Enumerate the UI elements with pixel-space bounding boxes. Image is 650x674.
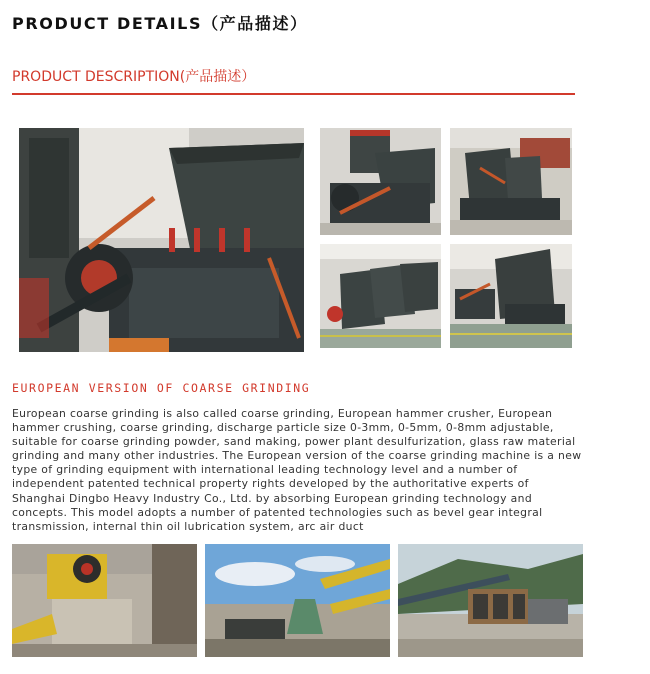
thumbnail-photo-2	[450, 128, 572, 235]
main-product-photo	[19, 128, 304, 352]
section-divider	[12, 93, 575, 95]
article-subheading: EUROPEAN VERSION OF COARSE GRINDING	[12, 381, 311, 395]
bottom-photo-1	[12, 544, 197, 657]
article-paragraph: European coarse grinding is also called coarse grinding, European hammer crusher, European hammer crushing, coarse grinding, discharge particle size 0-3mm, 0-5mm, 0-8mm adjustable, suitable for coarse grinding powder, sand making, power plant desulfurization, glass raw material grinding and many other industries. The European version of the coarse grinding machine is a new type of grinding equipment with international leading technology level and a number of independent patented technical property rights developed by the authoritative experts of Shanghai Dingbo Heavy Industry Co., Ltd. by absorbing European grinding technology and concepts. This model adopts a number of patented technologies such as bevel gear integral transmission, internal thin oil lubrication system, arc air duct	[12, 407, 582, 533]
thumbnail-photo-3	[320, 244, 441, 348]
thumbnail-photo-1	[320, 128, 441, 235]
bottom-photo-2	[205, 544, 390, 657]
thumbnail-photo-4	[450, 244, 572, 348]
section-heading: PRODUCT DESCRIPTION(产品描述）	[12, 69, 256, 85]
bottom-photo-3	[398, 544, 583, 657]
page-title: PRODUCT DETAILS（产品描述）	[12, 14, 308, 33]
